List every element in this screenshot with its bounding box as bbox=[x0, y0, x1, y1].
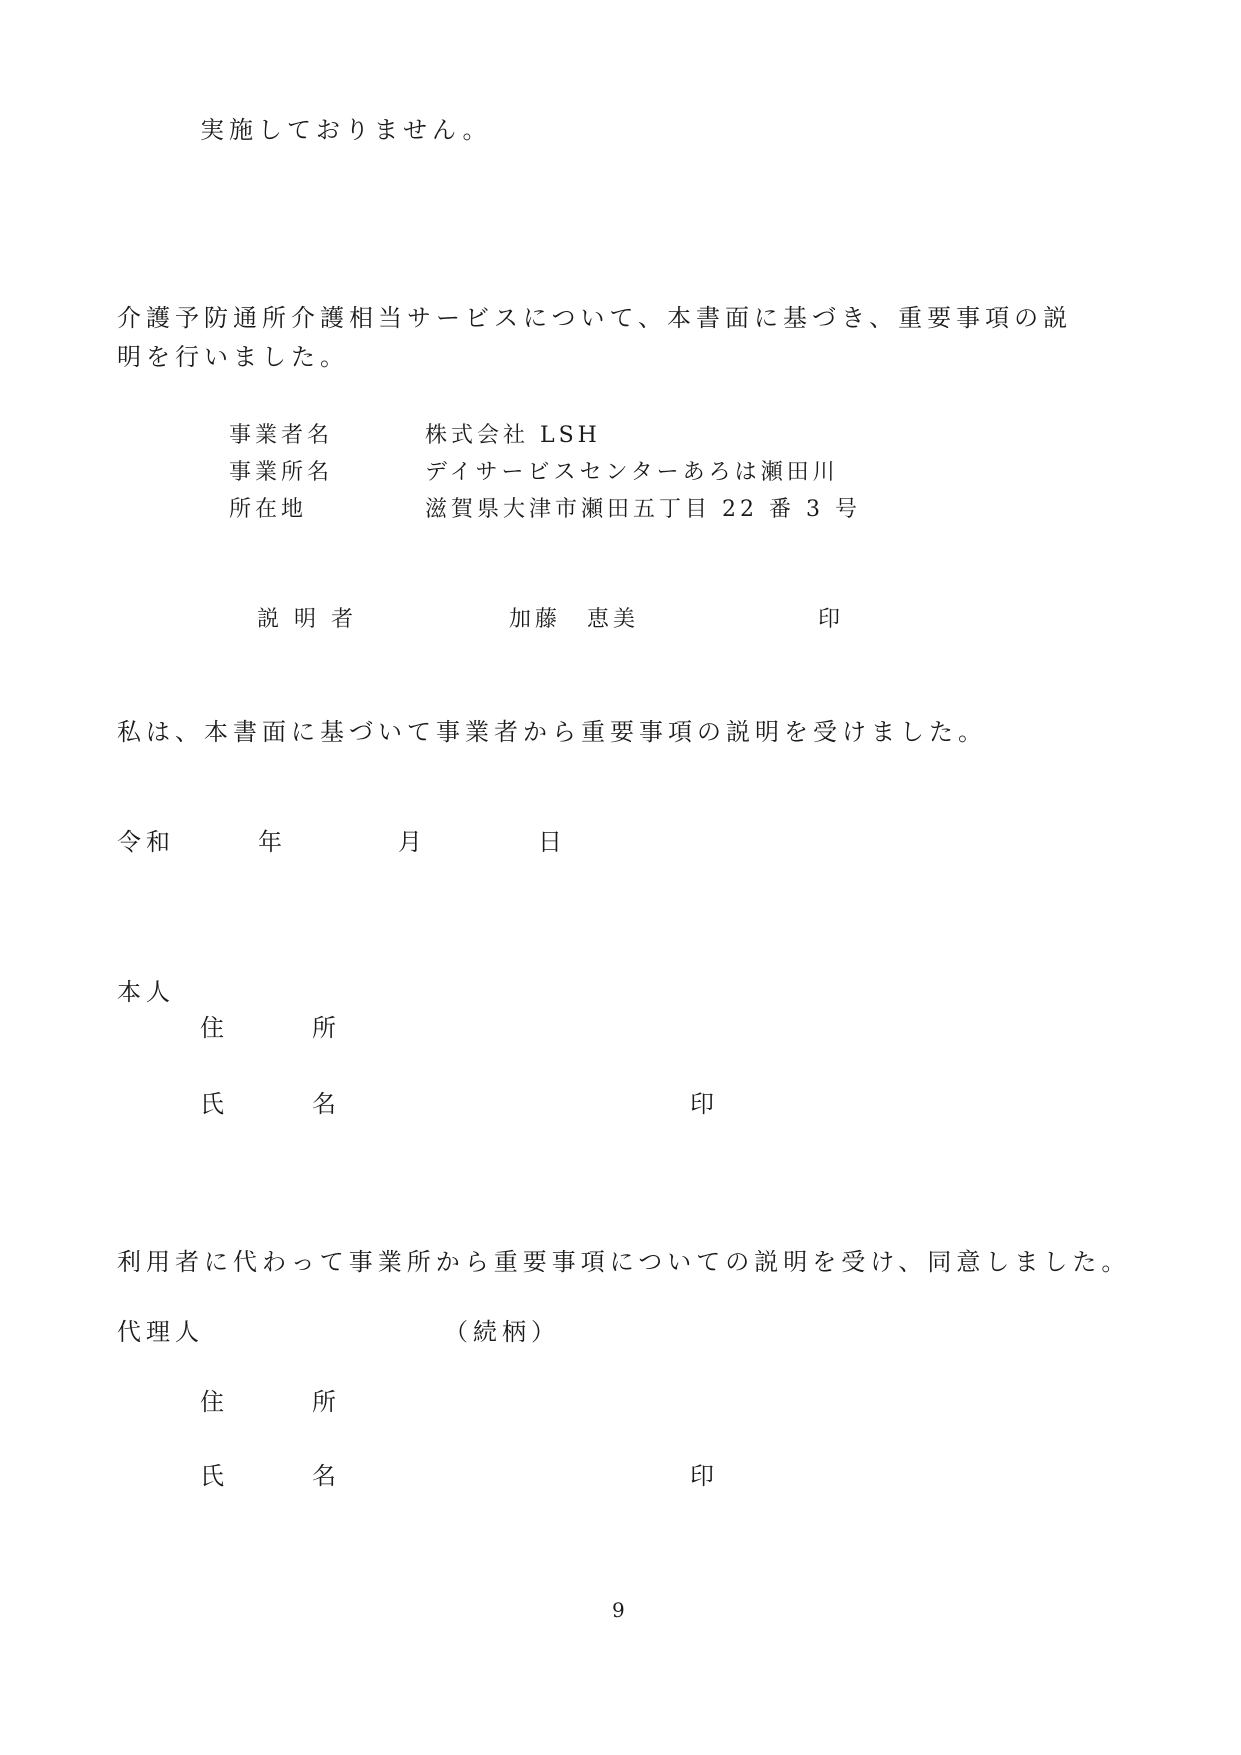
proxy-name-label-1: 氏 bbox=[200, 1462, 229, 1490]
acknowledgement: 私は、本書面に基づいて事業者から重要事項の説明を受けました。 bbox=[117, 718, 987, 746]
proxy-seal: 印 bbox=[690, 1462, 719, 1490]
address-value: 滋賀県大津市瀬田五丁目 22 番 3 号 bbox=[425, 497, 861, 522]
address-label: 所在地 bbox=[229, 497, 308, 522]
statement-line-1: 介護予防通所介護相当サービスについて、本書面に基づき、重要事項の説 bbox=[117, 304, 1073, 332]
date-era: 令和 bbox=[117, 828, 175, 856]
proxy-name-label-2: 名 bbox=[312, 1462, 341, 1490]
office-value: デイサービスセンターあろは瀬田川 bbox=[425, 460, 839, 485]
proxy-address-label-2: 所 bbox=[312, 1388, 341, 1416]
date-day-label: 日 bbox=[538, 828, 567, 856]
explainer-name: 加藤 恵美 bbox=[509, 607, 640, 632]
principal-name-label-1: 氏 bbox=[200, 1090, 229, 1118]
office-label: 事業所名 bbox=[229, 460, 334, 485]
page-number: 9 bbox=[612, 1598, 625, 1622]
statement-line-2: 明を行いました。 bbox=[117, 343, 349, 371]
top-note: 実施しておりません。 bbox=[200, 116, 492, 144]
proxy-address-label-1: 住 bbox=[200, 1388, 229, 1416]
proxy-relationship-label: （続柄） bbox=[444, 1318, 560, 1346]
explainer-label: 説 明 者 bbox=[257, 607, 357, 632]
date-year-label: 年 bbox=[258, 828, 287, 856]
company-value: 株式会社 LSH bbox=[425, 423, 601, 448]
explainer-seal: 印 bbox=[818, 607, 845, 632]
proxy-statement: 利用者に代わって事業所から重要事項についての説明を受け、同意しました。 bbox=[117, 1248, 1131, 1276]
date-month-label: 月 bbox=[398, 828, 427, 856]
principal-seal: 印 bbox=[690, 1090, 719, 1118]
proxy-heading: 代理人 bbox=[117, 1318, 204, 1346]
principal-address-label-2: 所 bbox=[312, 1014, 341, 1042]
principal-name-label-2: 名 bbox=[312, 1090, 341, 1118]
principal-address-label-1: 住 bbox=[200, 1014, 229, 1042]
principal-heading: 本人 bbox=[117, 978, 175, 1006]
company-label: 事業者名 bbox=[229, 423, 334, 448]
